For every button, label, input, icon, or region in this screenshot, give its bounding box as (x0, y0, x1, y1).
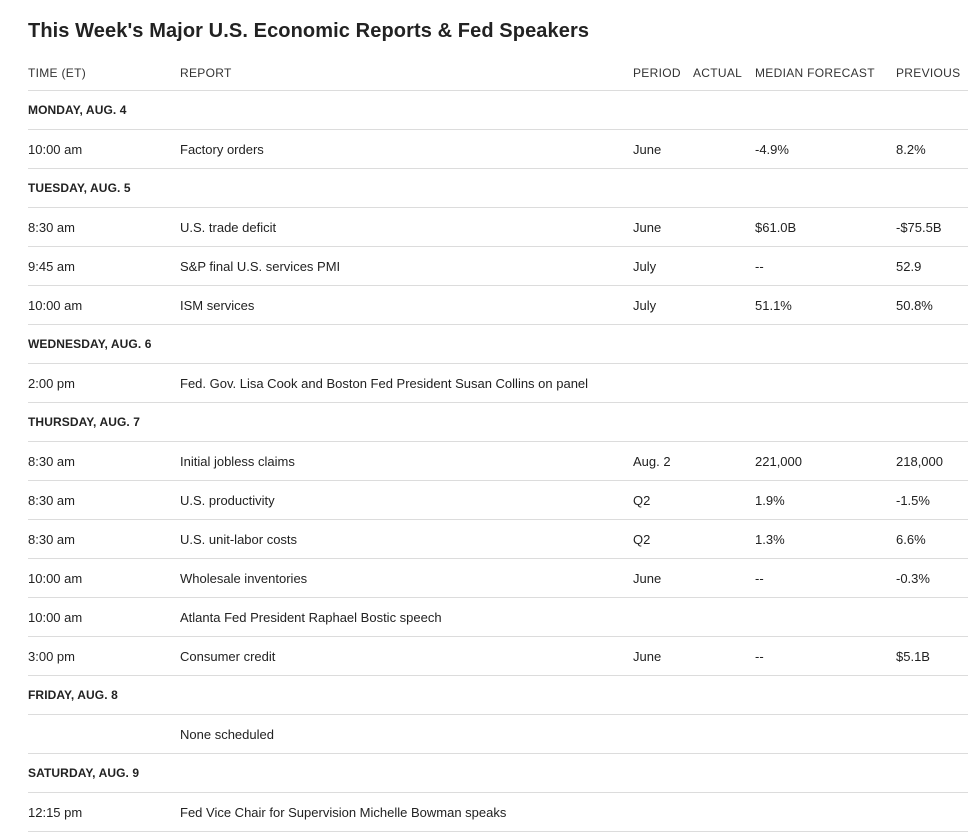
cell-period: July (633, 247, 693, 286)
day-label: FRIDAY, AUG. 8 (28, 676, 968, 715)
cell-report: None scheduled (180, 715, 633, 754)
cell-report: Consumer credit (180, 637, 633, 676)
cell-previous: $5.1B (896, 637, 968, 676)
cell-report: Factory orders (180, 130, 633, 169)
day-label: WEDNESDAY, AUG. 6 (28, 325, 968, 364)
cell-time: 8:30 am (28, 208, 180, 247)
table-row (28, 247, 968, 286)
cell-period: June (633, 130, 693, 169)
table-row (28, 559, 968, 598)
cell-previous (896, 364, 968, 403)
table-row (28, 286, 968, 325)
cell-median-forecast: -- (755, 247, 896, 286)
cell-period (633, 793, 693, 832)
cell-time: 12:15 pm (28, 793, 180, 832)
table-row (28, 208, 968, 247)
table-row (28, 481, 968, 520)
cell-time: 10:00 am (28, 130, 180, 169)
cell-median-forecast: 1.9% (755, 481, 896, 520)
cell-median-forecast: -- (755, 637, 896, 676)
day-label: SATURDAY, AUG. 9 (28, 754, 968, 793)
cell-period (633, 715, 693, 754)
cell-report: Fed Vice Chair for Supervision Michelle Bowman speaks (180, 793, 633, 832)
cell-actual (693, 637, 755, 676)
table-header (28, 55, 968, 91)
cell-previous: 218,000 (896, 442, 968, 481)
cell-median-forecast: 221,000 (755, 442, 896, 481)
cell-previous: 6.6% (896, 520, 968, 559)
cell-period: July (633, 286, 693, 325)
cell-time: 8:30 am (28, 481, 180, 520)
cell-time: 8:30 am (28, 442, 180, 481)
column-header-median-forecast: MEDIAN FORECAST (755, 55, 896, 91)
day-label: MONDAY, AUG. 4 (28, 91, 968, 130)
cell-period: June (633, 208, 693, 247)
cell-period: Q2 (633, 520, 693, 559)
cell-report: S&P final U.S. services PMI (180, 247, 633, 286)
cell-report: ISM services (180, 286, 633, 325)
cell-time: 10:00 am (28, 559, 180, 598)
cell-previous: -1.5% (896, 481, 968, 520)
table-row (28, 715, 968, 754)
cell-actual (693, 208, 755, 247)
day-label: TUESDAY, AUG. 5 (28, 169, 968, 208)
cell-previous: -0.3% (896, 559, 968, 598)
cell-time: 3:00 pm (28, 637, 180, 676)
cell-actual (693, 481, 755, 520)
cell-median-forecast: -4.9% (755, 130, 896, 169)
cell-previous (896, 793, 968, 832)
cell-actual (693, 520, 755, 559)
cell-actual (693, 598, 755, 637)
day-header-row (28, 754, 968, 793)
cell-previous: 8.2% (896, 130, 968, 169)
cell-previous: -$75.5B (896, 208, 968, 247)
cell-actual (693, 247, 755, 286)
column-header-actual: ACTUAL (693, 55, 755, 91)
cell-report: U.S. productivity (180, 481, 633, 520)
column-header-period: PERIOD (633, 55, 693, 91)
table-row (28, 364, 968, 403)
cell-median-forecast (755, 793, 896, 832)
cell-actual (693, 793, 755, 832)
day-header-row (28, 403, 968, 442)
economic-calendar-table (28, 55, 968, 832)
day-header-row (28, 91, 968, 130)
cell-report: U.S. unit-labor costs (180, 520, 633, 559)
cell-time: 9:45 am (28, 247, 180, 286)
table-row (28, 793, 968, 832)
cell-report: Atlanta Fed President Raphael Bostic speech (180, 598, 633, 637)
table-row (28, 598, 968, 637)
day-header-row (28, 169, 968, 208)
cell-period: June (633, 559, 693, 598)
page-title: This Week's Major U.S. Economic Reports & Fed Speakers (28, 20, 590, 42)
cell-actual (693, 130, 755, 169)
cell-time: 2:00 pm (28, 364, 180, 403)
day-header-row (28, 325, 968, 364)
cell-actual (693, 559, 755, 598)
cell-actual (693, 286, 755, 325)
cell-period (633, 364, 693, 403)
cell-time: 10:00 am (28, 286, 180, 325)
cell-median-forecast (755, 364, 896, 403)
cell-actual (693, 442, 755, 481)
table-row (28, 637, 968, 676)
day-header-row (28, 676, 968, 715)
cell-median-forecast: -- (755, 559, 896, 598)
cell-time (28, 715, 180, 754)
cell-time: 10:00 am (28, 598, 180, 637)
cell-report: Fed. Gov. Lisa Cook and Boston Fed President Susan Collins on panel (180, 364, 633, 403)
cell-report: U.S. trade deficit (180, 208, 633, 247)
column-header-time: TIME (ET) (28, 55, 180, 91)
cell-report: Wholesale inventories (180, 559, 633, 598)
cell-report: Initial jobless claims (180, 442, 633, 481)
cell-period (633, 598, 693, 637)
cell-previous: 52.9 (896, 247, 968, 286)
cell-median-forecast: 51.1% (755, 286, 896, 325)
table-row (28, 442, 968, 481)
cell-previous (896, 598, 968, 637)
cell-time: 8:30 am (28, 520, 180, 559)
cell-actual (693, 715, 755, 754)
cell-period: Aug. 2 (633, 442, 693, 481)
column-header-previous: PREVIOUS (896, 55, 968, 91)
cell-median-forecast: $61.0B (755, 208, 896, 247)
cell-median-forecast (755, 715, 896, 754)
cell-actual (693, 364, 755, 403)
table-body (28, 91, 968, 832)
cell-median-forecast: 1.3% (755, 520, 896, 559)
table-row (28, 130, 968, 169)
cell-previous (896, 715, 968, 754)
column-header-report: REPORT (180, 55, 633, 91)
cell-period: Q2 (633, 481, 693, 520)
cell-median-forecast (755, 598, 896, 637)
header-row (28, 55, 968, 91)
cell-period: June (633, 637, 693, 676)
day-label: THURSDAY, AUG. 7 (28, 403, 968, 442)
cell-previous: 50.8% (896, 286, 968, 325)
table-row (28, 520, 968, 559)
